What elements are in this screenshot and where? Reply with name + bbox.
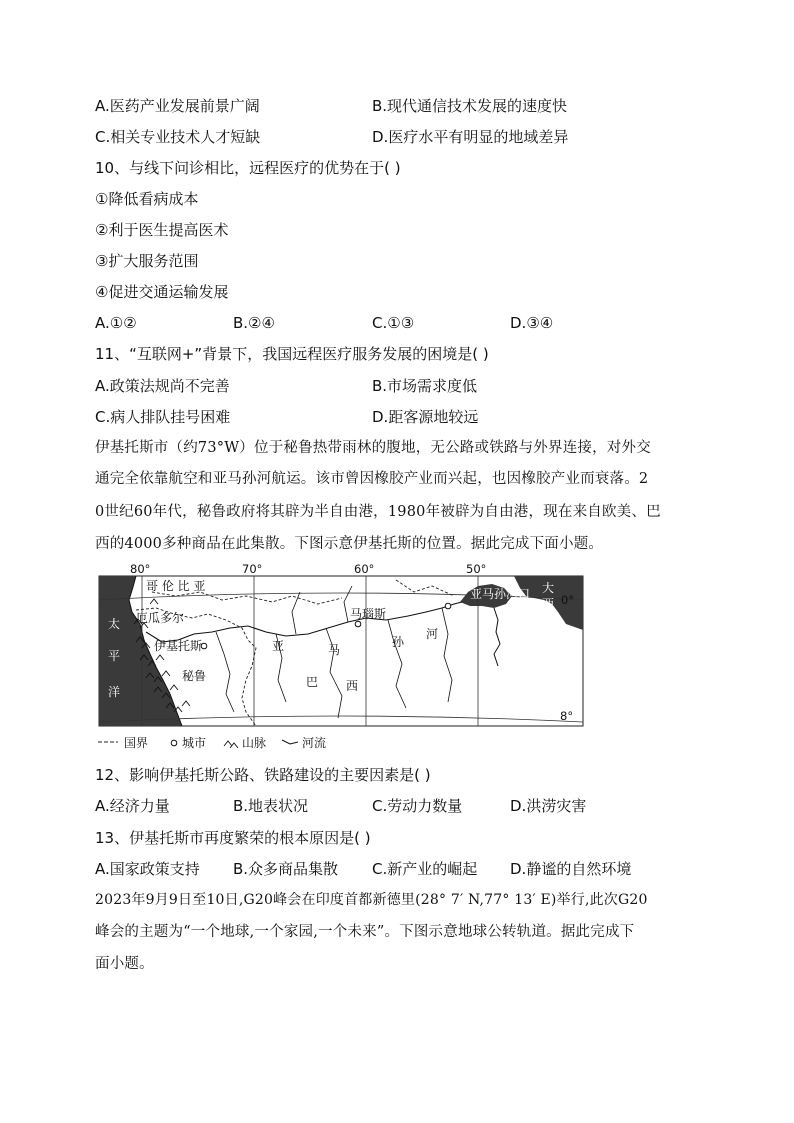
q10-option-a: A.①② (95, 314, 137, 332)
q11-stem: 11、“互联网+”背景下，我国远程医疗服务发展的困境是( ) (95, 345, 489, 363)
q10-item-4: ④促进交通运输发展 (95, 283, 229, 301)
passage1-line1: 伊基托斯市（约73°W）位于秘鲁热带雨林的腹地，无公路或铁路与外界连接，对外交 (95, 440, 651, 456)
label-ecuador: 厄瓜多尔 (136, 611, 185, 625)
lon-60-label: 60° (354, 562, 375, 576)
label-manaus: 马瑙斯 (350, 607, 387, 621)
legend-mountain: 山脉 (242, 736, 267, 750)
manaus-city-marker (355, 621, 361, 627)
q13-option-a: A.国家政策支持 (95, 860, 200, 878)
passage1-line4: 西的4000多种商品在此集散。下图示意伊基托斯的位置。据此完成下面小题。 (95, 536, 604, 552)
label-river-2: 马 (328, 643, 341, 657)
map-legend (98, 735, 326, 750)
q13-stem: 13、伊基托斯市再度繁荣的根本原因是( ) (95, 829, 371, 847)
label-brazil-2: 西 (346, 679, 359, 693)
iquitos-city-marker (201, 643, 207, 649)
q10-stem: 10、与线下问诊相比，远程医疗的优势在于( ) (95, 159, 401, 177)
q12-option-a: A.经济力量 (95, 797, 170, 815)
legend-river-icon (282, 740, 298, 744)
label-iquitos: 伊基托斯 (154, 639, 203, 653)
q10-item-1: ①降低看病成本 (95, 190, 199, 208)
label-atlantic-3: 洋 (542, 613, 555, 627)
passage2-line3: 面小题。 (95, 956, 154, 972)
passage2-line2: 峰会的主题为“一个地球,一个家园,一个未来”。下图示意地球公转轨道。据此完成下 (95, 924, 635, 940)
q13-option-d: D.静谧的自然环境 (510, 860, 632, 878)
passage1-line3: 0世纪60年代，秘鲁政府将其辟为半自由港，1980年被辟为自由港，现在来自欧美、巴 (95, 504, 661, 520)
label-river-4: 河 (426, 627, 439, 641)
river-city-marker (445, 603, 451, 609)
iquitos-location-map (96, 562, 590, 754)
q11-option-b: B.市场需求度低 (372, 377, 478, 395)
label-brazil-1: 巴 (306, 675, 319, 689)
lon-70-label: 70° (242, 562, 263, 576)
legend-mountain-icon (224, 741, 238, 748)
label-pacific-2: 平 (108, 649, 121, 663)
passage2-line1: 2023年9月9日至10日,G20峰会在印度首都新德里(28° 7′ N,77° 13′ E)举行,此次G20 (95, 892, 648, 908)
label-peru: 秘鲁 (182, 669, 207, 683)
q9-option-c: C.相关专业技术人才短缺 (95, 128, 261, 146)
q12-option-c: C.劳动力数量 (372, 797, 463, 815)
lon-80-label: 80° (130, 562, 151, 576)
q11-option-c: C.病人排队挂号困难 (95, 408, 231, 426)
lat-8-label: 8° (560, 709, 574, 723)
q9-option-a: A.医药产业发展前景广阔 (95, 97, 260, 115)
q10-option-d: D.③④ (510, 314, 554, 332)
passage1-line2: 通完全依靠航空和亚马孙河航运。该市曾因橡胶产业而兴起，也因橡胶产业而衰落。2 (95, 471, 649, 487)
q9-option-b: B.现代通信技术发展的速度快 (372, 97, 568, 115)
label-pacific-3: 洋 (108, 685, 121, 699)
q13-option-b: B.众多商品集散 (233, 860, 339, 878)
q11-option-a: A.政策法规尚不完善 (95, 377, 230, 395)
q10-option-c: C.①③ (372, 314, 415, 332)
q10-option-b: B.②④ (233, 314, 275, 332)
label-river-1: 亚 (272, 639, 285, 653)
legend-city: 城市 (182, 736, 207, 750)
q12-option-d: D.洪涝灾害 (510, 797, 587, 815)
q9-option-d: D.医疗水平有明显的地域差异 (372, 128, 569, 146)
legend-city-icon (171, 740, 177, 746)
lon-50-label: 50° (466, 562, 487, 576)
q10-item-3: ③扩大服务范围 (95, 252, 199, 270)
legend-river: 河流 (302, 736, 327, 750)
label-atlantic-1: 大 (542, 581, 555, 595)
label-river-3: 孙 (392, 635, 405, 649)
q12-option-b: B.地表状况 (233, 797, 309, 815)
label-amazon-mouth: 亚马孙河口 (470, 587, 531, 601)
q11-option-d: D.距客源地较远 (372, 408, 479, 426)
lat-0-label: 0° (561, 593, 575, 607)
q12-stem: 12、影响伊基托斯公路、铁路建设的主要因素是( ) (95, 766, 431, 784)
q13-option-c: C.新产业的崛起 (372, 860, 478, 878)
label-colombia: 哥 伦 比 亚 (146, 579, 206, 593)
q10-item-2: ②利于医生提高医术 (95, 221, 229, 239)
legend-border: 国界 (124, 736, 149, 750)
label-atlantic-2: 西 (542, 597, 555, 611)
label-pacific-1: 太 (108, 617, 121, 631)
